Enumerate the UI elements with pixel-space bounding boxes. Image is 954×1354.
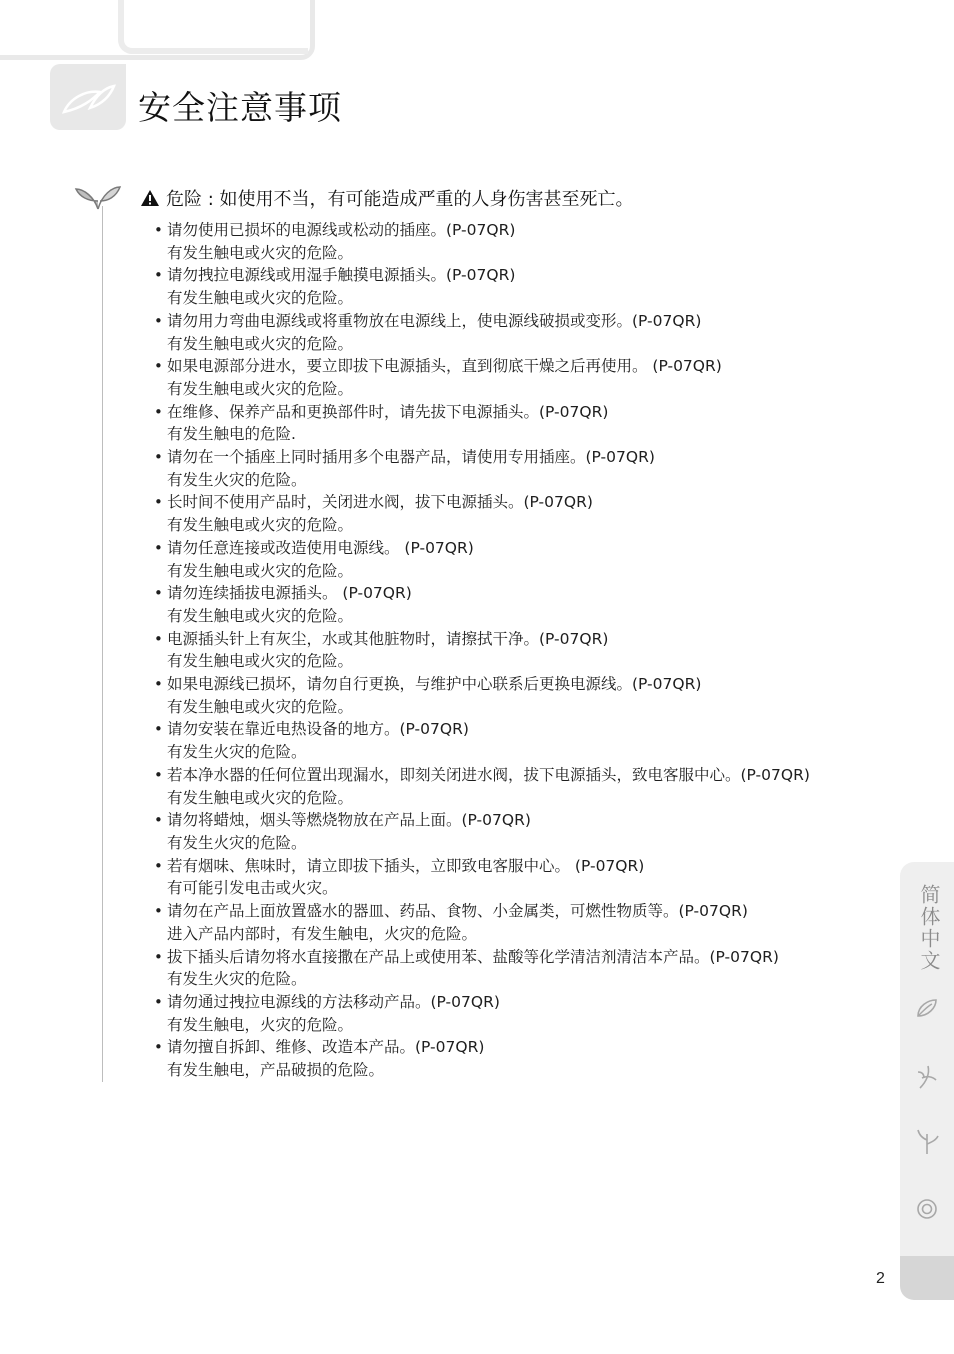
item-title: • 如果电源部分进水，要立即拔下电源插头，直到彻底干燥之后再使用。 (P-07QR) [154, 355, 854, 378]
item-title: • 如果电源线已损坏，请勿自行更换，与维护中心联系后更换电源线。(P-07QR) [154, 673, 854, 696]
item-title: • 电源插头针上有灰尘，水或其他脏物时，请擦拭干净。(P-07QR) [154, 628, 854, 651]
item-title: • 请勿连续插拔电源插头。 (P-07QR) [154, 582, 854, 605]
list-item [154, 355, 854, 400]
danger-heading [140, 185, 634, 211]
item-title: • 长时间不使用产品时，关闭进水阀，拔下电源插头。(P-07QR) [154, 491, 854, 514]
item-title: • 若有烟味、焦味时，请立即拔下插头，立即致电客服中心。 (P-07QR) [154, 855, 854, 878]
list-item [154, 446, 854, 491]
item-title: • 请勿在一个插座上同时插用多个电器产品，请使用专用插座。(P-07QR) [154, 446, 854, 469]
title-tab [50, 64, 126, 130]
list-item [154, 582, 854, 627]
item-title: • 若本净水器的任何位置出现漏水，即刻关闭进水阀，拔下电源插头，致电客服中心。(P-07QR) [154, 764, 854, 787]
spiral-icon [914, 1196, 940, 1222]
item-title: • 请勿安装在靠近电热设备的地方。(P-07QR) [154, 718, 854, 741]
item-title: • 请勿任意连接或改造使用电源线。 (P-07QR) [154, 537, 854, 560]
item-title: • 请勿在产品上面放置盛水的器皿、药品、食物、小金属类，可燃性物质等。(P-07QR) [154, 900, 854, 923]
item-title: • 请勿将蜡烛，烟头等燃烧物放在产品上面。(P-07QR) [154, 809, 854, 832]
item-detail: 有发生触电或火灾的危险。 [167, 697, 354, 716]
list-item [154, 537, 854, 582]
item-detail: 有发生触电或火灾的危险。 [167, 516, 354, 535]
list-item [154, 491, 854, 536]
item-detail: 有发生火灾的危险。 [167, 470, 307, 489]
item-detail: 有发生触电或火灾的危险。 [167, 243, 354, 262]
item-title: • 请勿拽拉电源线或用湿手触摸电源插头。(P-07QR) [154, 264, 854, 287]
list-item [154, 219, 854, 264]
header-frame-inner [118, 0, 308, 54]
item-detail: 有发生触电的危险. [167, 425, 296, 444]
item-detail: 有发生触电或火灾的危险。 [167, 788, 354, 807]
item-title: • 拔下插头后请勿将水直接撒在产品上或使用苯、盐酸等化学清洁剂清洁本产品。(P-07QR) [154, 946, 854, 969]
item-detail: 有发生触电或火灾的危险。 [167, 606, 354, 625]
item-detail: 有发生触电或火灾的危险。 [167, 334, 354, 353]
seedling-icon [914, 1128, 940, 1156]
list-item [154, 310, 854, 355]
list-item [154, 946, 854, 991]
item-title: • 请勿用力弯曲电源线或将重物放在电源线上，使电源线破损或变形。(P-07QR) [154, 310, 854, 333]
list-item [154, 855, 854, 900]
item-detail: 有发生火灾的危险。 [167, 970, 307, 989]
item-detail: 有发生触电，产品破损的危险。 [167, 1061, 385, 1080]
leaf-icon [60, 78, 116, 118]
item-detail: 有发生触电或火灾的危险。 [167, 652, 354, 671]
list-item [154, 1036, 854, 1081]
page-number: 2 [876, 1270, 885, 1287]
item-detail: 有发生火灾的危险。 [167, 833, 307, 852]
page-title: 安全注意事项 [138, 88, 342, 127]
leaf-outline-icon [914, 996, 940, 1020]
list-item [154, 673, 854, 718]
list-item [154, 628, 854, 673]
item-title: • 请勿通过拽拉电源线的方法移动产品。(P-07QR) [154, 991, 854, 1014]
list-item [154, 991, 854, 1036]
item-detail: 有发生触电，火灾的危险。 [167, 1015, 354, 1034]
list-item [154, 401, 854, 446]
item-detail: 有发生火灾的危险。 [167, 743, 307, 762]
item-detail: 有发生触电或火灾的危险。 [167, 289, 354, 308]
sprout-icon [74, 183, 122, 211]
item-detail: 有发生触电或火灾的危险。 [167, 561, 354, 580]
list-item [154, 900, 854, 945]
list-item [154, 718, 854, 763]
danger-heading-text: 危险 : 如使用不当，有可能造成严重的人身伤害甚至死亡。 [166, 189, 634, 210]
safety-item-list [154, 219, 854, 1082]
language-side-tab-footer [900, 1256, 954, 1300]
list-item [154, 764, 854, 809]
item-title: • 在维修、保养产品和更换部件时，请先拔下电源插头。(P-07QR) [154, 401, 854, 424]
item-detail: 有发生触电或火灾的危险。 [167, 379, 354, 398]
item-title: • 请勿使用已损坏的电源线或松动的插座。(P-07QR) [154, 219, 854, 242]
list-item [154, 264, 854, 309]
item-detail: 有可能引发电击或火灾。 [167, 879, 338, 898]
item-detail: 进入产品内部时，有发生触电，火灾的危险。 [167, 924, 478, 943]
language-label: 简体中文 [917, 884, 941, 972]
item-title: • 请勿擅自拆卸、维修、改造本产品。(P-07QR) [154, 1036, 854, 1059]
list-item [154, 809, 854, 854]
sprout-side-icon [914, 1064, 940, 1092]
section-rule [102, 206, 103, 1082]
warning-triangle-icon [140, 189, 160, 207]
